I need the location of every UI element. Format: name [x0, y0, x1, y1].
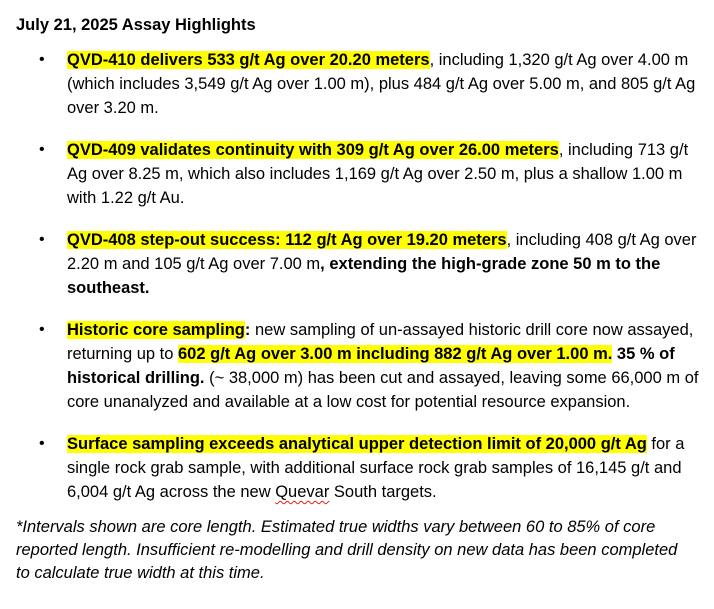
- bullet-icon: •: [39, 435, 45, 452]
- list-item: [16, 48, 700, 120]
- list-item: [16, 138, 700, 210]
- highlighted-text: Surface sampling exceeds analytical upper detection limit of 20,000 g/t Ag: [67, 435, 647, 453]
- highlights-list: [16, 48, 700, 504]
- body-text: , including 713 g/t Ag over 8.25 m, which also includes 1,169 g/t Ag over 2.50 m, plus a shallow 1.00 m with 1.22 g/t Au.: [67, 141, 689, 207]
- highlighted-text: Historic core sampling: [67, 321, 245, 339]
- colon-text: :: [244, 321, 251, 339]
- bold-text: , extending the high-grade zone 50 m to the southeast.: [67, 255, 661, 297]
- bullet-icon: •: [39, 141, 45, 158]
- list-item: [16, 228, 700, 300]
- body-text: , including 408 g/t Ag over 2.20 m and 105 g/t Ag over 7.00 m: [67, 231, 697, 273]
- body-text: new sampling of un-assayed historic drill core now assayed, returning up to: [67, 321, 694, 363]
- highlighted-text: QVD-409 validates continuity with 309 g/t Ag over 26.00 meters: [67, 141, 559, 159]
- spellcheck-flagged-word: Quevar: [275, 483, 330, 501]
- bullet-icon: •: [39, 321, 45, 338]
- bullet-icon: •: [39, 231, 45, 248]
- document-title: July 21, 2025 Assay Highlights: [16, 16, 256, 34]
- body-text: , including 1,320 g/t Ag over 4.00 m (which includes 3,549 g/t Ag over 1.00 m), plus 484 g/t Ag over 5.00 m, and 805 g/t Ag over 3.20 m.: [67, 51, 696, 117]
- bold-text: 35 % of historical drilling.: [67, 345, 675, 387]
- list-item: [16, 432, 700, 504]
- body-text: for a single rock grab sample, with additional surface rock grab samples of 16,145 g/t and 6,004 g/t Ag across the new: [67, 435, 685, 501]
- body-text-2: (~ 38,000 m) has been cut and assayed, leaving some 66,000 m of core unanalyzed and available at a low cost for potential resource expansion.: [67, 369, 699, 411]
- bullet-icon: •: [39, 51, 45, 68]
- body-text-2: South targets.: [329, 483, 437, 501]
- highlighted-text: QVD-408 step-out success: 112 g/t Ag over 19.20 meters: [67, 231, 507, 249]
- highlighted-text: QVD-410 delivers 533 g/t Ag over 20.20 meters: [67, 51, 430, 69]
- footnote: *Intervals shown are core length. Estimated true widths vary between 60 to 85% of core reported length. Insufficient re-modelling and drill density on new data has been completed to calculate true width at this time.: [16, 518, 678, 582]
- list-item: [16, 318, 700, 414]
- highlighted-text-2: 602 g/t Ag over 3.00 m including 882 g/t Ag over 1.00 m.: [178, 345, 613, 363]
